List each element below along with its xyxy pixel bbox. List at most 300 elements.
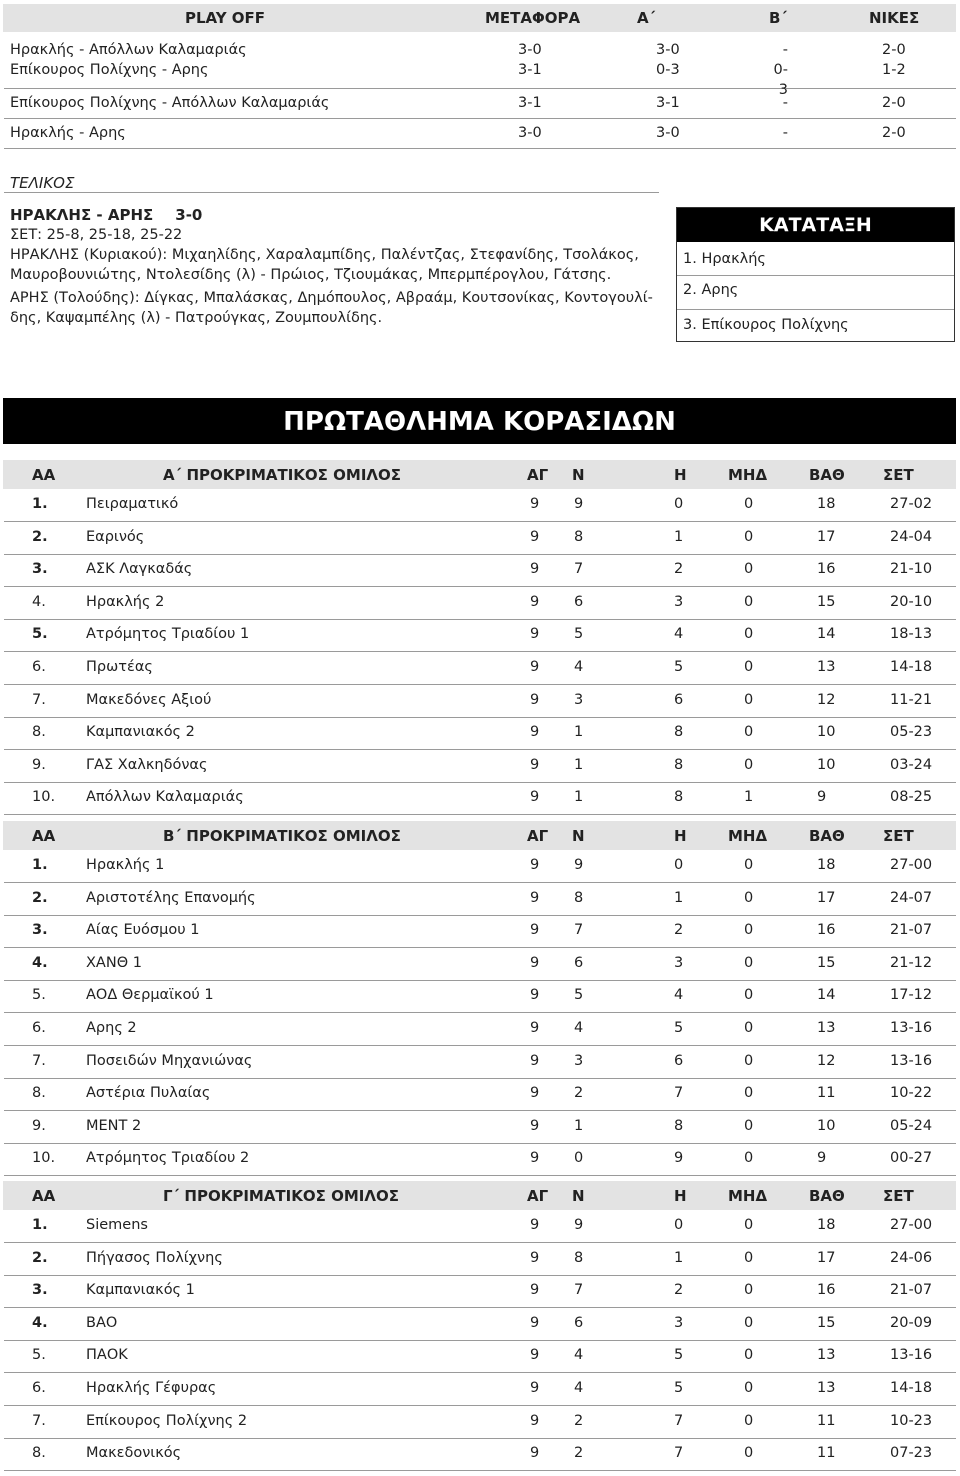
group-header-rank: ΑΑ (32, 827, 56, 845)
group-header-rank: ΑΑ (32, 466, 56, 484)
cell-team: Ατρόμητος Τριαδίου 2 (86, 1150, 250, 1167)
playoff-header-metafora: ΜΕΤΑΦΟΡΑ (485, 9, 581, 27)
cell-rank: 3. (32, 922, 48, 939)
cell-won: 7 (574, 922, 584, 939)
playoff-row (4, 36, 956, 98)
cell-points: 16 (817, 922, 836, 939)
group-header-team: Β΄ ΠΡΟΚΡΙΜΑΤΙΚΟΣ ΟΜΙΛΟΣ (163, 827, 401, 845)
cell-won: 9 (574, 857, 584, 873)
playoff-metafora: 3-1 (518, 95, 542, 111)
cell-sets: 21-07 (890, 922, 933, 939)
table-row (4, 1210, 956, 1243)
cell-team: Ποσειδών Μηχανιώνας (86, 1052, 253, 1069)
cell-sets: 13-16 (890, 1020, 933, 1036)
cell-team: Πήγασος Πολίχνης (86, 1249, 223, 1266)
cell-team: Πειραματικό (86, 496, 179, 512)
cell-points: 11 (817, 1085, 836, 1102)
playoff-match: Ηρακλής - Απόλλων Καλαμαριάς Επίκουρος Πολίχνης - Αρης (10, 42, 247, 78)
cell-points: 14 (817, 987, 836, 1004)
cell-lost: 3 (674, 1314, 684, 1331)
cell-lost: 1 (674, 1249, 684, 1266)
cell-won: 1 (574, 724, 584, 741)
cell-points: 18 (817, 1217, 836, 1233)
cell-rank: 1. (32, 1217, 48, 1233)
cell-team: Μακεδονικός (86, 1445, 182, 1462)
cell-rank: 6. (32, 1380, 46, 1396)
cell-team: Αριστοτέλης Επανομής (86, 889, 256, 906)
playoff-header-b: Β΄ (769, 9, 788, 27)
cell-rank: 8. (32, 724, 46, 741)
cell-rank: 3. (32, 1282, 48, 1299)
cell-zero: 0 (744, 954, 754, 971)
cell-points: 13 (817, 1347, 836, 1364)
table-row (4, 1438, 956, 1471)
cell-rank: 4. (32, 1314, 48, 1331)
table-row (4, 948, 956, 981)
cell-zero: 0 (744, 1380, 754, 1396)
cell-played: 9 (530, 1445, 540, 1462)
cell-team: ΠΑΟΚ (86, 1347, 128, 1364)
cell-team: ΓΑΣ Χαλκηδόνας (86, 756, 208, 773)
table-row (4, 915, 956, 948)
cell-team: ΒΑΟ (86, 1314, 118, 1331)
cell-lost: 3 (674, 593, 684, 610)
cell-lost: 6 (674, 1052, 684, 1069)
cell-played: 9 (530, 1412, 540, 1429)
table-row (4, 1143, 956, 1176)
cell-rank: 4. (32, 954, 48, 971)
cell-won: 0 (574, 1150, 584, 1167)
cell-lost: 1 (674, 528, 684, 545)
group-header-sets: ΣΕΤ (883, 827, 914, 845)
cell-team: Ηρακλής Γέφυρας (86, 1380, 217, 1396)
cell-team: Αστέρια Πυλαίας (86, 1085, 211, 1102)
cell-lost: 7 (674, 1445, 684, 1462)
cell-lost: 5 (674, 1347, 684, 1364)
group-header-zero: ΜΗΔ (728, 466, 768, 484)
group-header-played: ΑΓ (527, 1187, 549, 1205)
cell-points: 14 (817, 626, 836, 643)
cell-zero: 0 (744, 593, 754, 610)
playoff-nikes: 2-0 1-2 (882, 42, 906, 78)
cell-played: 9 (530, 1150, 540, 1167)
cell-lost: 8 (674, 789, 684, 806)
cell-zero: 0 (744, 528, 754, 545)
group-header-won: Ν (572, 1187, 585, 1205)
cell-points: 17 (817, 889, 836, 906)
cell-team: Εαρινός (86, 528, 145, 545)
table-row (4, 782, 956, 815)
cell-points: 11 (817, 1412, 836, 1429)
cell-team: Αίας Ευόσμου 1 (86, 922, 200, 939)
cell-sets: 24-07 (890, 889, 933, 906)
group-header-zero: ΜΗΔ (728, 827, 768, 845)
cell-points: 12 (817, 691, 836, 708)
cell-played: 9 (530, 593, 540, 610)
table-row (4, 980, 956, 1013)
cell-lost: 2 (674, 561, 684, 578)
cell-zero: 0 (744, 922, 754, 939)
group-header (3, 1181, 956, 1210)
cell-played: 9 (530, 1249, 540, 1266)
cell-zero: 0 (744, 1314, 754, 1331)
cell-zero: 0 (744, 756, 754, 773)
cell-won: 4 (574, 659, 584, 675)
cell-played: 9 (530, 789, 540, 806)
cell-sets: 27-02 (890, 496, 933, 512)
cell-played: 9 (530, 724, 540, 741)
cell-rank: 5. (32, 987, 46, 1004)
final-lineup-line: Μαυροβουνιώτης, Ντολεσίδης (λ) - Πρώιος, Τζιουμάκας, Μπερμπέρογλου, Γάτσης. (10, 267, 612, 283)
cell-points: 15 (817, 1314, 836, 1331)
cell-points: 11 (817, 1445, 836, 1462)
group-header-points: ΒΑΘ (809, 827, 845, 845)
cell-lost: 2 (674, 1282, 684, 1299)
playoff-a: 3-0 (656, 125, 680, 141)
cell-played: 9 (530, 691, 540, 708)
cell-lost: 2 (674, 922, 684, 939)
table-row (4, 1275, 956, 1308)
group-header-rank: ΑΑ (32, 1187, 56, 1205)
cell-rank: 2. (32, 889, 48, 906)
cell-lost: 0 (674, 857, 684, 873)
cell-sets: 17-12 (890, 987, 933, 1004)
cell-sets: 21-12 (890, 954, 933, 971)
cell-won: 9 (574, 496, 584, 512)
cell-zero: 0 (744, 691, 754, 708)
cell-rank: 1. (32, 857, 48, 873)
cell-zero: 0 (744, 1282, 754, 1299)
group-header-zero: ΜΗΔ (728, 1187, 768, 1205)
cell-played: 9 (530, 987, 540, 1004)
cell-points: 13 (817, 659, 836, 675)
final-lineup-line: ΗΡΑΚΛΗΣ (Κυριακού): Μιχαηλίδης, Χαραλαμπίδης, Παλέντζας, Στεφανίδης, Τσολάκος, (10, 247, 639, 263)
cell-sets: 10-22 (890, 1085, 933, 1102)
championship-title: ΠΡΩΤΑΘΛΗΜΑ ΚΟΡΑΣΙΔΩΝ (3, 398, 956, 444)
cell-zero: 0 (744, 496, 754, 512)
cell-sets: 24-04 (890, 528, 933, 545)
cell-points: 9 (817, 789, 827, 806)
final-match: ΗΡΑΚΛΗΣ - ΑΡΗΣ 3-0 (10, 206, 203, 224)
cell-points: 18 (817, 496, 836, 512)
table-row (4, 587, 956, 620)
cell-sets: 03-24 (890, 756, 933, 773)
group-header-team: Γ΄ ΠΡΟΚΡΙΜΑΤΙΚΟΣ ΟΜΙΛΟΣ (163, 1187, 399, 1205)
cell-won: 8 (574, 889, 584, 906)
cell-played: 9 (530, 756, 540, 773)
cell-team: ΜΕΝΤ 2 (86, 1117, 142, 1134)
cell-won: 4 (574, 1380, 584, 1396)
cell-sets: 27-00 (890, 857, 933, 873)
cell-points: 10 (817, 756, 836, 773)
playoff-row (4, 118, 956, 149)
cell-lost: 6 (674, 691, 684, 708)
cell-team: Επίκουρος Πολίχνης 2 (86, 1412, 248, 1429)
final-sets: ΣΕΤ: 25-8, 25-18, 25-22 (10, 227, 183, 243)
cell-team: ΑΣΚ Λαγκαδάς (86, 561, 193, 578)
final-divider (4, 192, 659, 193)
cell-played: 9 (530, 1020, 540, 1036)
cell-team: Siemens (86, 1217, 148, 1233)
cell-points: 13 (817, 1380, 836, 1396)
cell-played: 9 (530, 1052, 540, 1069)
table-row (4, 883, 956, 916)
group-header-won: Ν (572, 827, 585, 845)
cell-won: 8 (574, 1249, 584, 1266)
cell-won: 1 (574, 789, 584, 806)
cell-won: 3 (574, 691, 584, 708)
cell-won: 1 (574, 756, 584, 773)
cell-zero: 0 (744, 987, 754, 1004)
cell-zero: 0 (744, 889, 754, 906)
cell-sets: 10-23 (890, 1412, 933, 1429)
cell-won: 5 (574, 626, 584, 643)
playoff-match: Επίκουρος Πολίχνης - Απόλλων Καλαμαριάς (10, 95, 330, 111)
table-row (4, 750, 956, 783)
group-header-played: ΑΓ (527, 827, 549, 845)
cell-team: Ατρόμητος Τριαδίου 1 (86, 626, 250, 643)
cell-zero: 0 (744, 1085, 754, 1102)
final-lineup-line: δης, Καψαμπέλης (λ) - Πατρούγκας, Ζουμπουλίδης. (10, 310, 383, 326)
cell-played: 9 (530, 1282, 540, 1299)
cell-rank: 10. (32, 789, 56, 806)
cell-sets: 21-07 (890, 1282, 933, 1299)
cell-lost: 5 (674, 659, 684, 675)
playoff-b: - (782, 95, 788, 111)
cell-sets: 14-18 (890, 659, 933, 675)
cell-rank: 10. (32, 1150, 56, 1167)
cell-team: Πρωτέας (86, 659, 153, 675)
cell-zero: 0 (744, 724, 754, 741)
cell-zero: 0 (744, 626, 754, 643)
table-row (4, 554, 956, 587)
cell-sets: 11-21 (890, 691, 933, 708)
cell-sets: 20-10 (890, 593, 933, 610)
cell-points: 12 (817, 1052, 836, 1069)
cell-zero: 0 (744, 1117, 754, 1134)
cell-won: 2 (574, 1085, 584, 1102)
playoff-b: - (782, 125, 788, 141)
cell-won: 2 (574, 1445, 584, 1462)
table-row (4, 1046, 956, 1079)
cell-lost: 5 (674, 1020, 684, 1036)
cell-played: 9 (530, 561, 540, 578)
cell-rank: 7. (32, 1412, 46, 1429)
cell-points: 10 (817, 1117, 836, 1134)
cell-sets: 13-16 (890, 1347, 933, 1364)
cell-won: 3 (574, 1052, 584, 1069)
final-lineup-line: ΑΡΗΣ (Τολούδης): Δίγκας, Μπαλάσκας, Δημόπουλος, Αβραάμ, Κουτσονίκας, Κοντογουλί- (10, 290, 653, 306)
cell-rank: 3. (32, 561, 48, 578)
ranking-item: 3. Επίκουρος Πολίχνης (683, 317, 849, 333)
cell-zero: 0 (744, 1249, 754, 1266)
playoff-header (3, 4, 956, 32)
cell-played: 9 (530, 659, 540, 675)
cell-points: 15 (817, 954, 836, 971)
playoff-metafora: 3-0 (518, 125, 542, 141)
ranking-box (676, 207, 955, 342)
cell-won: 7 (574, 561, 584, 578)
cell-played: 9 (530, 626, 540, 643)
cell-team: Απόλλων Καλαμαριάς (86, 789, 244, 806)
cell-played: 9 (530, 954, 540, 971)
table-row (4, 619, 956, 652)
playoff-match: Ηρακλής - Αρης (10, 125, 126, 141)
playoff-a: 3-1 (656, 95, 680, 111)
cell-zero: 0 (744, 561, 754, 578)
table-row (4, 652, 956, 685)
cell-team: Καμπανιακός 1 (86, 1282, 195, 1299)
cell-played: 9 (530, 1117, 540, 1134)
cell-played: 9 (530, 528, 540, 545)
cell-points: 16 (817, 1282, 836, 1299)
cell-rank: 6. (32, 659, 46, 675)
cell-rank: 1. (32, 496, 48, 512)
group-header-lost: Η (674, 1187, 687, 1205)
cell-sets: 20-09 (890, 1314, 933, 1331)
group-header-lost: Η (674, 827, 687, 845)
cell-zero: 0 (744, 1052, 754, 1069)
cell-team: Καμπανιακός 2 (86, 724, 195, 741)
group-header-lost: Η (674, 466, 687, 484)
playoff-header-title: PLAY OFF (185, 9, 266, 27)
table-row (4, 685, 956, 718)
playoff-header-nikes: ΝΙΚΕΣ (869, 9, 920, 27)
cell-points: 18 (817, 857, 836, 873)
playoff-header-a: Α΄ (637, 9, 656, 27)
cell-sets: 13-16 (890, 1052, 933, 1069)
cell-zero: 1 (744, 789, 754, 806)
cell-sets: 27-00 (890, 1217, 933, 1233)
cell-lost: 7 (674, 1085, 684, 1102)
ranking-title: ΚΑΤΑΤΑΞΗ (677, 208, 954, 242)
table-row (4, 522, 956, 555)
cell-won: 4 (574, 1020, 584, 1036)
group-header-played: ΑΓ (527, 466, 549, 484)
cell-played: 9 (530, 857, 540, 873)
cell-team: Αρης 2 (86, 1020, 137, 1036)
cell-won: 5 (574, 987, 584, 1004)
cell-won: 6 (574, 593, 584, 610)
cell-sets: 05-23 (890, 724, 933, 741)
cell-won: 8 (574, 528, 584, 545)
cell-sets: 07-23 (890, 1445, 933, 1462)
table-row (4, 1243, 956, 1276)
cell-lost: 8 (674, 724, 684, 741)
cell-rank: 7. (32, 691, 46, 708)
group-header (3, 821, 956, 850)
cell-team: Μακεδόνες Αξιού (86, 691, 212, 708)
group-header-sets: ΣΕΤ (883, 1187, 914, 1205)
cell-points: 13 (817, 1020, 836, 1036)
cell-rank: 4. (32, 593, 46, 610)
cell-zero: 0 (744, 1150, 754, 1167)
cell-won: 1 (574, 1117, 584, 1134)
cell-played: 9 (530, 889, 540, 906)
playoff-metafora: 3-0 3-1 (518, 42, 542, 78)
cell-won: 6 (574, 1314, 584, 1331)
playoff-a: 3-0 0-3 (656, 42, 680, 78)
cell-rank: 9. (32, 756, 46, 773)
table-row (4, 1340, 956, 1373)
cell-lost: 4 (674, 626, 684, 643)
cell-sets: 18-13 (890, 626, 933, 643)
cell-points: 17 (817, 1249, 836, 1266)
cell-played: 9 (530, 1217, 540, 1233)
cell-rank: 2. (32, 528, 48, 545)
playoff-row (4, 88, 956, 119)
playoff-b: - 0-3 (773, 42, 788, 98)
cell-lost: 1 (674, 889, 684, 906)
cell-lost: 9 (674, 1150, 684, 1167)
final-title: ΤΕΛΙΚΟΣ (10, 174, 75, 192)
cell-lost: 8 (674, 1117, 684, 1134)
cell-sets: 21-10 (890, 561, 933, 578)
playoff-nikes: 2-0 (882, 125, 906, 141)
cell-points: 15 (817, 593, 836, 610)
cell-sets: 05-24 (890, 1117, 933, 1134)
cell-lost: 7 (674, 1412, 684, 1429)
group-header-points: ΒΑΘ (809, 466, 845, 484)
table-row (4, 1406, 956, 1439)
cell-rank: 5. (32, 1347, 46, 1364)
table-row (4, 1373, 956, 1406)
cell-sets: 08-25 (890, 789, 933, 806)
cell-points: 16 (817, 561, 836, 578)
group-header-sets: ΣΕΤ (883, 466, 914, 484)
ranking-item: 2. Αρης (677, 275, 954, 310)
cell-lost: 0 (674, 1217, 684, 1233)
cell-zero: 0 (744, 1347, 754, 1364)
cell-zero: 0 (744, 857, 754, 873)
table-row (4, 1111, 956, 1144)
group-header (3, 460, 956, 489)
group-header-won: Ν (572, 466, 585, 484)
cell-rank: 7. (32, 1052, 46, 1069)
cell-team: ΑΟΔ Θερμαϊκού 1 (86, 987, 214, 1004)
cell-rank: 6. (32, 1020, 46, 1036)
table-row (4, 1078, 956, 1111)
cell-won: 9 (574, 1217, 584, 1233)
cell-played: 9 (530, 496, 540, 512)
cell-rank: 2. (32, 1249, 48, 1266)
final-score: 3-0 (175, 206, 203, 224)
cell-zero: 0 (744, 1217, 754, 1233)
cell-played: 9 (530, 1314, 540, 1331)
cell-rank: 9. (32, 1117, 46, 1134)
cell-sets: 24-06 (890, 1249, 933, 1266)
table-row (4, 717, 956, 750)
table-row (4, 1308, 956, 1341)
cell-rank: 8. (32, 1445, 46, 1462)
cell-zero: 0 (744, 1020, 754, 1036)
cell-team: Ηρακλής 1 (86, 857, 165, 873)
cell-rank: 8. (32, 1085, 46, 1102)
cell-zero: 0 (744, 659, 754, 675)
cell-lost: 4 (674, 987, 684, 1004)
cell-points: 9 (817, 1150, 827, 1167)
table-row (4, 489, 956, 522)
playoff-nikes: 2-0 (882, 95, 906, 111)
cell-sets: 00-27 (890, 1150, 933, 1167)
cell-zero: 0 (744, 1412, 754, 1429)
cell-played: 9 (530, 1347, 540, 1364)
cell-won: 2 (574, 1412, 584, 1429)
cell-lost: 0 (674, 496, 684, 512)
cell-team: ΧΑΝΘ 1 (86, 954, 142, 971)
cell-points: 17 (817, 528, 836, 545)
cell-played: 9 (530, 1085, 540, 1102)
